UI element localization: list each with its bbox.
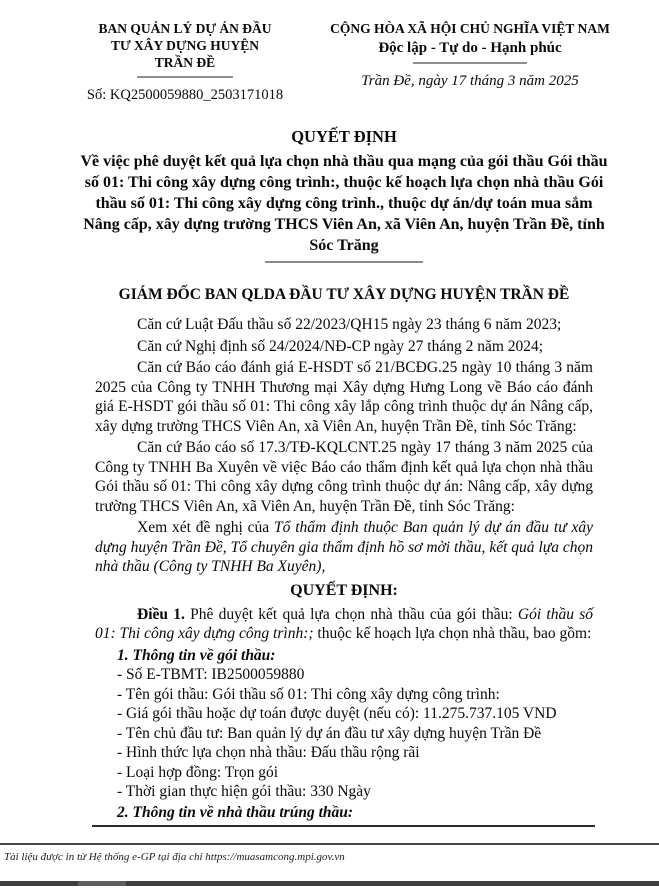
footer-divider-rule: [0, 843, 659, 845]
title-block: [79, 126, 609, 263]
footer-print-note: Tài liệu được in từ Hệ thống e-GP tại địa chỉ https://muasamcong.mpi.gov.vn: [4, 851, 345, 863]
recital-paragraph: Căn cứ Báo cáo số 17.3/TĐ-KQLCNT.25 ngày 17 tháng 3 năm 2025 của Công ty TNHH Ba Xuyên về việc Báo cáo thẩm định kết quả lựa chọn nhà thầu Gói thầu số 01: Thi công xây dựng công trình thuộc dự án: Nâng cấp, xây dựng trường THCS Viên An, xã Viên An, huyện Trần Đề, tỉnh Sóc Trăng:: [95, 439, 593, 515]
package-info-item: - Số E-TBMT: IB2500059880: [117, 666, 305, 683]
title-divider-rule: [265, 261, 423, 263]
authority-heading: GIÁM ĐỐC BAN QLDA ĐẦU TƯ XÂY DỰNG HUYỆN TRẦN ĐỀ: [118, 286, 570, 303]
org-divider-rule: [137, 76, 233, 78]
package-info-item: - Giá gói thầu hoặc dự toán được duyệt (nếu có): 11.275.737.105 VND: [117, 705, 557, 722]
article-1-text-before: Phê duyệt kết quả lựa chọn nhà thầu của gói thầu:: [184, 605, 518, 623]
article-1-paragraph: [95, 605, 593, 644]
recital-paragraph: Căn cứ Báo cáo đánh giá E-HSDT số 21/BCĐG.25 ngày 10 tháng 3 năm 2025 của Công ty TNHH Thương mại Xây dựng Hưng Long về Báo cáo đánh giá E-HSDT gói thầu số 01: Thi công xây lắp công trình thuộc dự án Nâng cấp, xây dựng trường THCS Viên An, xã Viên An, huyện Trần Đề, tỉnh Sóc Trăng:: [95, 359, 593, 435]
national-header-block: [315, 20, 625, 90]
article-1-text-after: thuộc kế hoạch lựa chọn nhà thầu, bao gồm:: [313, 625, 592, 642]
org-name-line-1: BAN QUẢN LÝ DỰ ÁN ĐẦU: [98, 21, 272, 36]
article-1-italic-text: Gói thầu số 01: Thi công xây dựng công trình:;: [95, 605, 594, 642]
national-motto: Độc lập - Tự do - Hạnh phúc: [378, 40, 562, 56]
section-1-heading: 1. Thông tin về gói thầu:: [117, 646, 276, 664]
org-name-line-3: TRẦN ĐỀ: [154, 55, 216, 70]
consideration-italic-text: Tổ thẩm định thuộc Ban quản lý dự án đầu tư xây dựng huyện Trần Đề, Tổ chuyên gia thẩm định hồ sơ mời thầu, kết quả lựa chọn nhà thầu (Công ty TNHH Ba Xuyên),: [95, 519, 593, 575]
issuing-org-block: [35, 20, 335, 104]
decision-heading: QUYẾT ĐỊNH:: [290, 581, 398, 599]
document-number: Số: KQ2500059880_2503171018: [86, 87, 284, 103]
recital-paragraph: Căn cứ Luật Đấu thầu số 22/2023/QH15 ngày 23 tháng 6 năm 2023;: [137, 316, 562, 333]
package-info-item: - Loại hợp đồng: Trọn gói: [117, 763, 279, 781]
consideration-intro: Xem xét đề nghị của: [137, 519, 274, 536]
document-title: QUYẾT ĐỊNH: [291, 127, 397, 146]
package-info-item: - Tên gói thầu: Gói thầu số 01: Thi công xây dựng công trình:: [117, 685, 500, 703]
place-and-date: Trần Đề, ngày 17 tháng 3 năm 2025: [361, 73, 579, 89]
section-2-heading: 2. Thông tin về nhà thầu trúng thầu:: [117, 803, 354, 821]
recital-paragraph: Căn cứ Nghị định số 24/2024/NĐ-CP ngày 27 tháng 2 năm 2024;: [137, 337, 544, 355]
package-info-item: - Thời gian thực hiện gói thầu: 330 Ngày: [117, 783, 371, 800]
document-subtitle: Về việc phê duyệt kết quả lựa chọn nhà thầu qua mạng của gói thầu Gói thầu số 01: Thi công xây dựng công trình:, thuộc kế hoạch lựa chọn nhà thầu Gói thầu số 01: Thi công xây dựng công trình., thuộc dự án/dự toán mua sắm Nâng cấp, xây dựng trường THCS Viên An, xã Viên An, huyện Trần Đề, tỉnh Sóc Trăng: [80, 153, 608, 254]
org-name-line-2: TƯ XÂY DỰNG HUYỆN: [110, 38, 260, 53]
page-bottom-bar-segment: [78, 881, 126, 886]
package-info-item: - Tên chủ đầu tư: Ban quản lý dự án đầu tư xây dựng huyện Trần Đề: [117, 724, 542, 742]
package-info-item: - Hình thức lựa chọn nhà thầu: Đấu thầu rộng rãi: [117, 744, 420, 761]
article-1-label: Điều 1.: [137, 605, 185, 623]
table-top-border: [92, 825, 595, 827]
motto-divider-rule: [413, 62, 527, 64]
consideration-paragraph: [95, 518, 593, 577]
country-name: CỘNG HÒA XÃ HỘI CHỦ NGHĨA VIỆT NAM: [330, 21, 610, 36]
